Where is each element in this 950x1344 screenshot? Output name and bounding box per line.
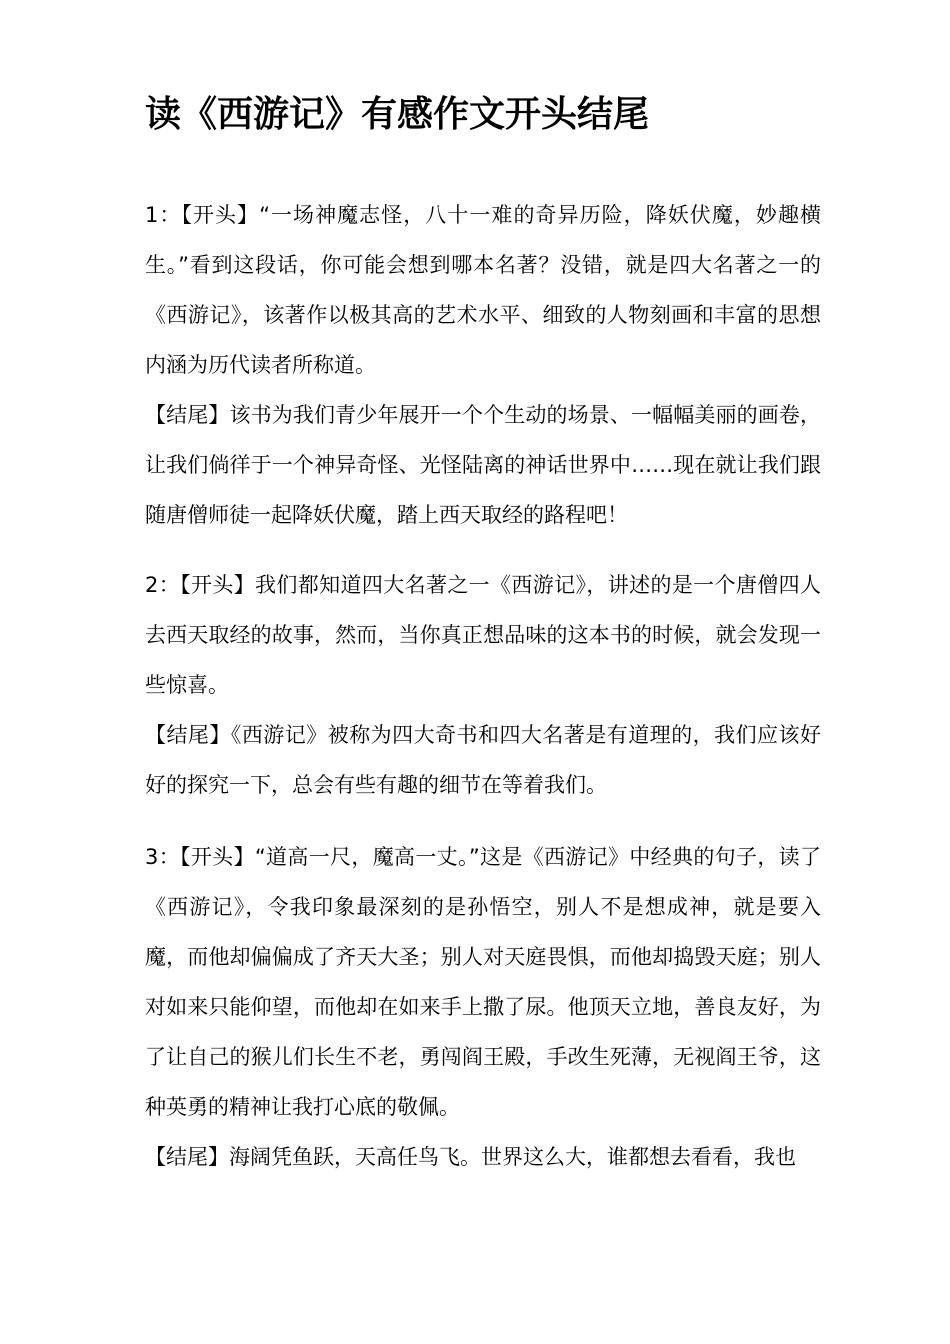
paragraph-1-ending: 【结尾】该书为我们青少年展开一个个生动的场景、一幅幅美丽的画卷，让我们倘徉于一个神异奇怪、光怪陆离的神话世界中……现在就让我们跟随唐僧师徒一起降妖伏魔，踏上西天取经的路程吧！ bbox=[145, 403, 821, 527]
paragraph-3-opening: 3：【开头】“道高一尺，魔高一丈。”这是《西游记》中经典的句子，读了《西游记》，令我印象最深刻的是孙悟空，别人不是想成神，就是要入魔，而他却偏偏成了齐天大圣；别人对天庭畏惧，而他却捣毁天庭；别人对如来只能仰望，而他却在如来手上撒了尿。他顶天立地，善良友好，为了让自己的猴儿们长生不老，勇闯阎王殿，手改生死薄，无视阎王爷，这种英勇的精神让我打心底的敬佩。 bbox=[145, 845, 821, 1119]
paragraph-1-opening: 1：【开头】“一场神魔志怪，八十一难的奇异历险，降妖伏魔，妙趣横生。”看到这段话，你可能会想到哪本名著？没错，就是四大名著之一的《西游记》，该著作以极其高的艺术水平、细致的人物刻画和丰富的思想内涵为历代读者所称道。 bbox=[145, 203, 821, 377]
paragraph-2-opening: 2：【开头】我们都知道四大名著之一《西游记》，讲述的是一个唐僧四人去西天取经的故事，然而，当你真正想品味的这本书的时候，就会发现一些惊喜。 bbox=[145, 573, 821, 697]
paragraph-2-ending: 【结尾】《西游记》被称为四大奇书和四大名著是有道理的，我们应该好好的探究一下，总会有些有趣的细节在等着我们。 bbox=[145, 723, 821, 797]
document-title: 读《西游记》有感作文开头结尾 bbox=[145, 94, 650, 135]
paragraph-3-ending: 【结尾】海阔凭鱼跃，天高任鸟飞。世界这么大，谁都想去看看，我也 bbox=[145, 1145, 796, 1169]
